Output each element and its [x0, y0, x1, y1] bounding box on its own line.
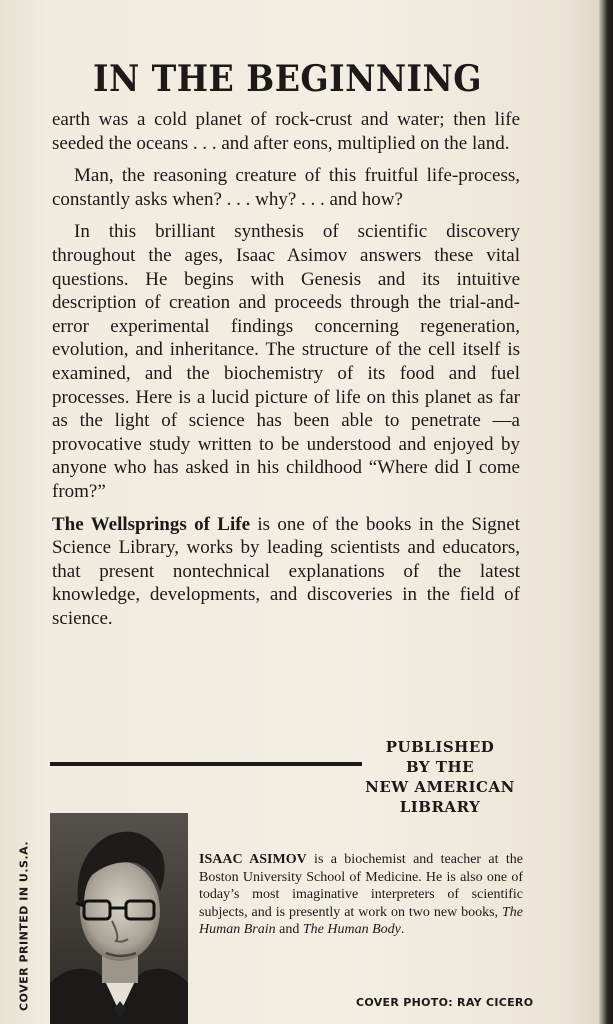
author-name: ISAAC ASIMOV: [199, 852, 307, 867]
library-paragraph: [52, 513, 520, 631]
paragraph-1: earth was a cold planet of rock-crust and water; then life seeded the oceans . . . and after eons, multiplied on the land.: [52, 109, 520, 154]
paragraph-3: In this brilliant synthesis of scientific discovery throughout the ages, Isaac Asimov answers these vital questions. He begins with Genesis and its intuitive description of creation and proceeds through the trial-and-error experimental findings concerning regeneration, evolution, and inheritance. The structure of the cell itself is examined, and the biochemistry of its food and fuel processes. Here is a lucid picture of life on this planet as far as the light of science has been able to penetrate —a provocative study written to be understood and enjoyed by anyone who has asked in his childhood “Where did I come from?”: [52, 221, 520, 502]
book-spine-edge: [599, 0, 613, 1024]
bio-book-2: The Human Body: [302, 922, 401, 937]
bio-and: and: [275, 922, 303, 937]
author-portrait-image: [50, 813, 188, 1024]
bio-end: .: [400, 922, 405, 937]
page-title: IN THE BEGINNING: [93, 58, 482, 100]
bio-text: is a biochemist and teacher at the Boston University School of Medicine. He is also one of today’s most imaginative interpreters of scientific subjects, and is presently at work on two new books,: [199, 852, 523, 920]
photo-credit: COVER PHOTO: RAY CICERO: [356, 996, 534, 1009]
cover-printed-note: COVER PRINTED IN U.S.A.: [17, 840, 31, 1012]
publisher-line-3: NEW AMERICAN: [365, 778, 515, 796]
publisher-block: [340, 737, 540, 817]
publisher-line-4: LIBRARY: [399, 798, 481, 816]
author-photo: [50, 813, 188, 1024]
blurb-text: [52, 108, 520, 639]
bio-book-1: The Human Brain: [199, 904, 523, 937]
divider-rule: [50, 762, 362, 766]
book-title: The Wellsprings of Life: [52, 513, 251, 535]
author-bio: [199, 851, 523, 939]
library-paragraph-text: is one of the books in the Signet Science Library, works by leading scientists and educators, that present nontechnical explanations of the latest knowledge, developments, and discoveries in the field of science.: [52, 513, 520, 629]
publisher-line-2: BY THE: [405, 758, 475, 776]
publisher-line-1: PUBLISHED: [385, 738, 495, 756]
paragraph-2: Man, the reasoning creature of this fruitful life-process, constantly asks when? . . . why? . . . and how?: [52, 165, 520, 210]
